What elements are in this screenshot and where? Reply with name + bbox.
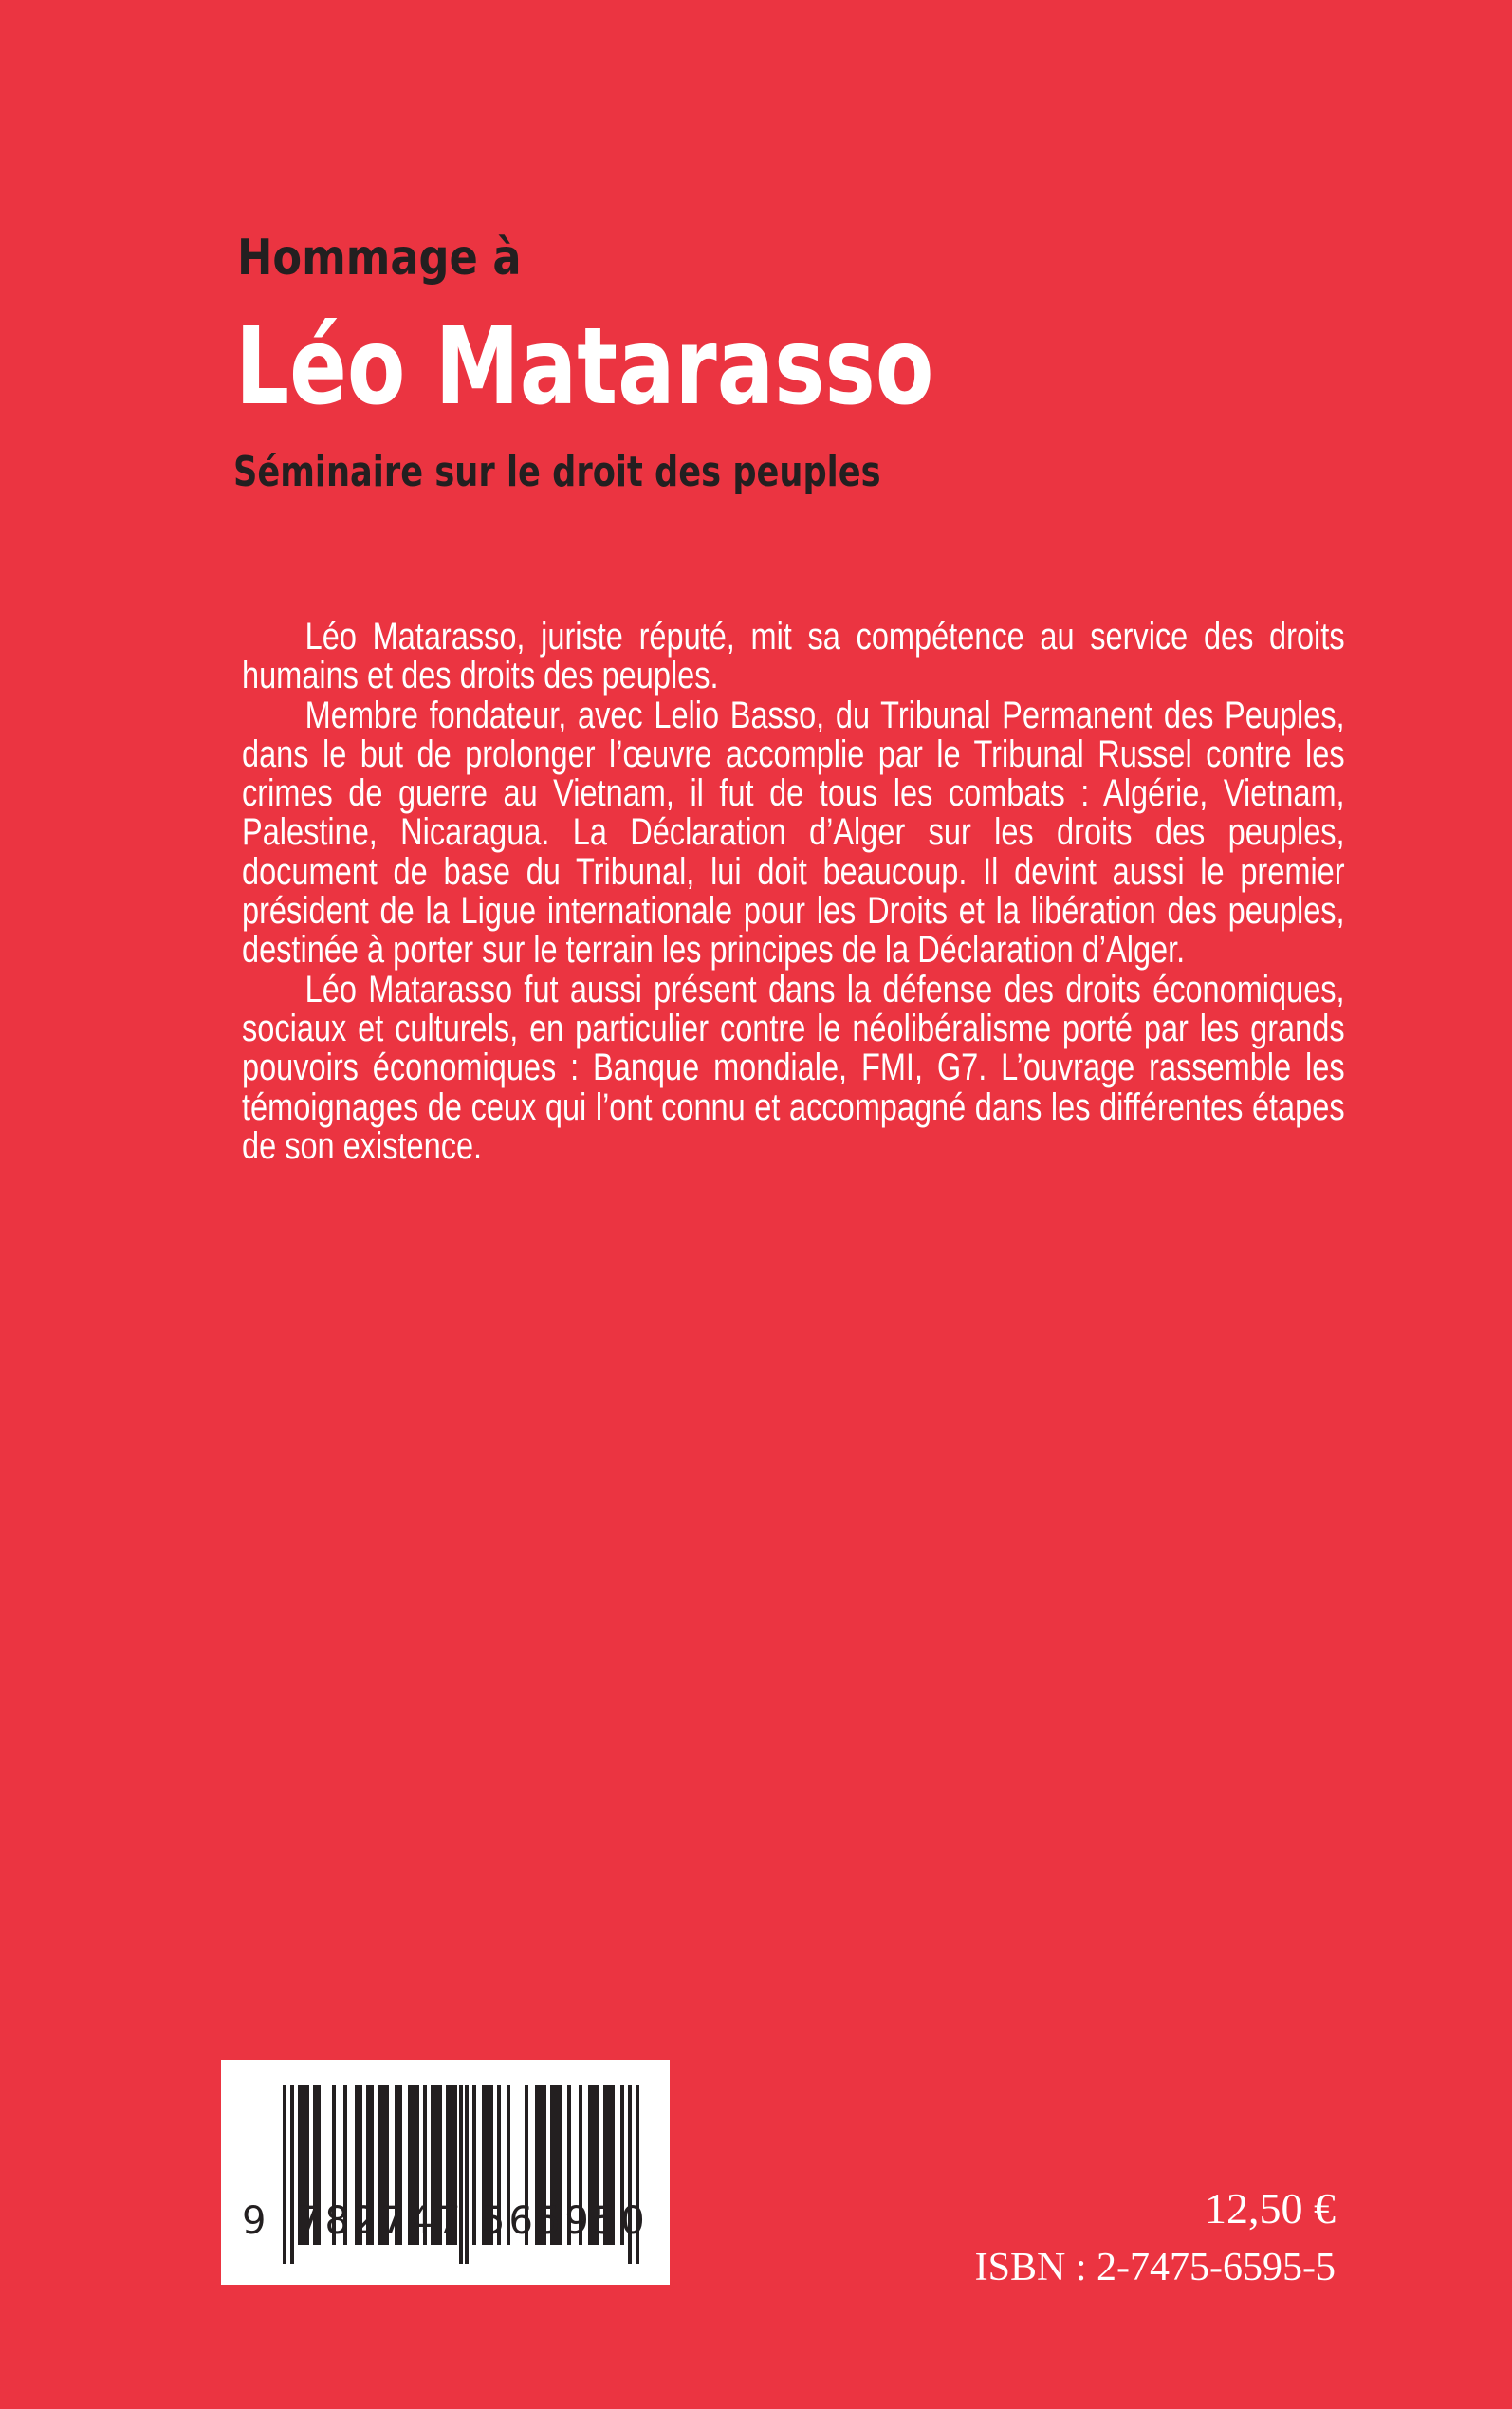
kicker-heading: Hommage à	[237, 230, 522, 287]
blurb-paragraph: Léo Matarasso fut aussi présent dans la défense des droits économiques, sociaux et culturels, en particulier contre le néolibéralisme porté par les grands pouvoirs économiques : Banque mondiale, FMI, G7. L’ouvrage rassemble les témoignages de ceux qui l’ont connu et accompagné dans les différentes étapes de son existence.	[242, 968, 1345, 1167]
price: 12,50 €	[1205, 2184, 1336, 2233]
blurb-paragraph: Membre fondateur, avec Lelio Basso, du Tribunal Permanent des Peuples, dans le but de prolonger l’œuvre accomplie par le Tribunal Russel contre les crimes de guerre au Vietnam, il fut de tous les combats : Algérie, Vietnam, Palestine, Nicaragua. La Déclaration d’Alger sur les droits des peuples, document de base du Tribunal, lui doit beaucoup. Il devint aussi le premier président de la Ligue internationale pour les Droits et la libération des peuples, destinée à porter sur le terrain les principes de la Déclaration d’Alger.	[242, 694, 1345, 972]
barcode-right-group: 565950	[481, 2199, 649, 2243]
isbn: ISBN : 2-7475-6595-5	[974, 2246, 1336, 2289]
blurb-text	[242, 618, 1345, 1166]
book-subtitle: Séminaire sur le droit des peuples	[233, 448, 881, 496]
book-title: Léo Matarasso	[235, 306, 934, 429]
blurb-paragraph: Léo Matarasso, juriste réputé, mit sa compétence au service des droits humains et des droits des peuples.	[242, 616, 1345, 697]
barcode	[221, 2060, 670, 2285]
barcode-left-group: 782747	[297, 2199, 465, 2243]
barcode-first-digit: 9	[242, 2199, 267, 2243]
